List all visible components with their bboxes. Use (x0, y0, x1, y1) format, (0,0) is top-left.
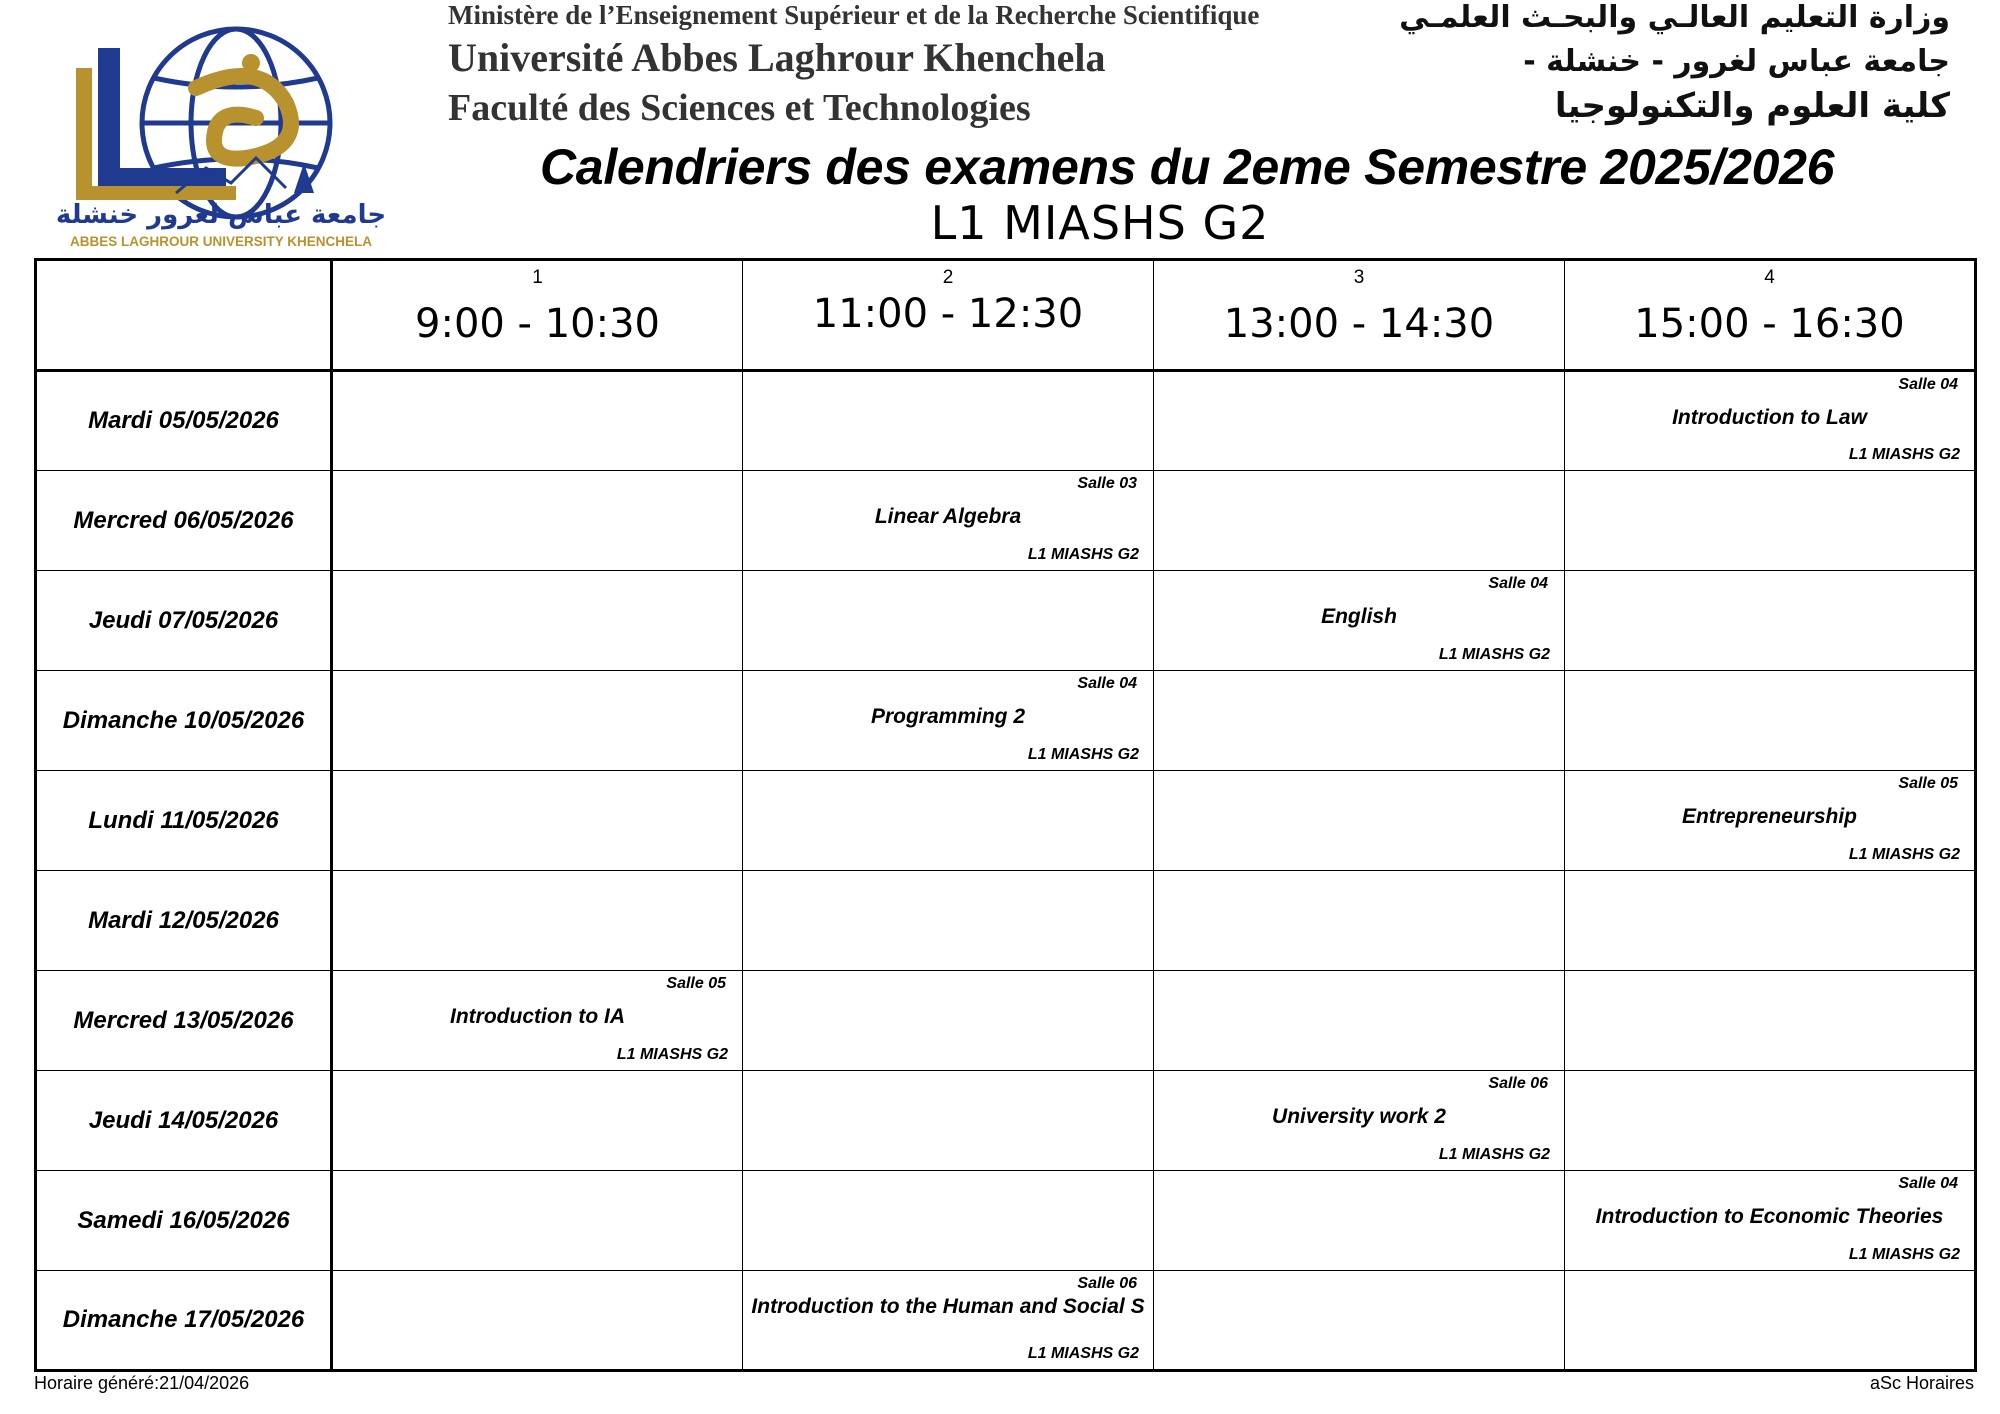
period-time: 13:00 - 14:30 (1223, 301, 1495, 347)
exam-slot (1154, 1071, 1565, 1171)
empty-slot (1154, 471, 1565, 571)
period-header (1565, 260, 1976, 371)
period-header (743, 260, 1154, 371)
exam-subject: Entrepreneurship (1681, 805, 1858, 828)
exam-room: Salle 05 (666, 975, 726, 992)
empty-slot (1565, 971, 1976, 1071)
period-header-row (36, 260, 1976, 371)
period-number: 3 (1353, 267, 1365, 288)
schedule-row (36, 1071, 1976, 1171)
exam-room: Salle 06 (1077, 1275, 1137, 1292)
software-credit: aSc Horaires (1869, 1373, 1974, 1393)
exam-room: Salle 04 (1077, 675, 1137, 692)
exam-group: L1 MIASHS G2 (1848, 846, 1960, 863)
empty-slot (1154, 671, 1565, 771)
schedule-row (36, 1271, 1976, 1371)
day-label: Mardi 05/05/2026 (36, 371, 332, 471)
exam-schedule-table (34, 258, 1977, 1372)
exam-entry (333, 971, 742, 1070)
exam-subject: Introduction to IA (450, 1005, 625, 1028)
period-number: 2 (942, 267, 954, 288)
exam-subject: Linear Algebra (874, 505, 1022, 528)
empty-slot (1154, 871, 1565, 971)
empty-slot (332, 771, 743, 871)
empty-slot (743, 371, 1154, 471)
exam-group: L1 MIASHS G2 (1848, 446, 1960, 463)
schedule-row (36, 471, 1976, 571)
day-label: Jeudi 07/05/2026 (36, 571, 332, 671)
exam-subject: Introduction to the Human and Social S (751, 1295, 1145, 1318)
empty-slot (1565, 471, 1976, 571)
empty-slot (743, 771, 1154, 871)
exam-subject: Introduction to Law (1672, 406, 1867, 429)
page-title: Calendriers des examens du 2eme Semestre 2025/2026 (540, 139, 1835, 195)
schedule-row (36, 671, 1976, 771)
exam-slot (743, 1271, 1154, 1371)
svg-text:جامعة عباس لغرور خنشلة: جامعة عباس لغرور خنشلة (55, 200, 387, 230)
exam-group: L1 MIASHS G2 (1027, 546, 1139, 563)
empty-slot (332, 471, 743, 571)
generated-date: Horaire généré:21/04/2026 (34, 1373, 250, 1393)
exam-slot (743, 471, 1154, 571)
exam-entry (743, 1271, 1153, 1369)
exam-entry (743, 671, 1153, 770)
svg-text:ABBES LAGHROUR UNIVERSITY KHEN: ABBES LAGHROUR UNIVERSITY KHENCHELA (69, 234, 373, 249)
exam-group: L1 MIASHS G2 (616, 1046, 728, 1063)
empty-slot (332, 1071, 743, 1171)
period-number: 1 (532, 267, 543, 288)
empty-slot (743, 1071, 1154, 1171)
exam-entry (743, 471, 1153, 570)
exam-room: Salle 05 (1898, 775, 1958, 792)
day-label: Mercred 13/05/2026 (36, 971, 332, 1071)
empty-slot (1154, 1171, 1565, 1271)
period-time: 15:00 - 16:30 (1634, 301, 1905, 347)
empty-slot (1565, 671, 1976, 771)
exam-room: Salle 03 (1077, 475, 1137, 492)
exam-entry (1565, 771, 1974, 870)
empty-slot (1565, 571, 1976, 671)
exam-slot (1565, 1171, 1976, 1271)
exam-room: Salle 04 (1488, 575, 1548, 592)
empty-slot (743, 571, 1154, 671)
group-subtitle: L1 MIASHS G2 (930, 196, 1270, 250)
exam-entry (1565, 372, 1974, 470)
schedule-row (36, 871, 1976, 971)
schedule-row (36, 571, 1976, 671)
day-label: Dimanche 17/05/2026 (36, 1271, 332, 1371)
exam-group: L1 MIASHS G2 (1027, 1345, 1139, 1362)
schedule-body (36, 371, 1976, 1371)
empty-slot (1565, 1271, 1976, 1371)
day-label: Lundi 11/05/2026 (36, 771, 332, 871)
empty-slot (1154, 1271, 1565, 1371)
period-header (1154, 260, 1565, 371)
empty-slot (332, 1271, 743, 1371)
empty-slot (332, 871, 743, 971)
exam-slot (743, 671, 1154, 771)
corner-cell (36, 260, 332, 371)
exam-room: Salle 06 (1488, 1075, 1548, 1092)
faculty-name-fr: Faculté des Sciences et Technologies (448, 87, 1031, 129)
exam-room: Salle 04 (1898, 376, 1958, 393)
empty-slot (332, 571, 743, 671)
day-label: Jeudi 14/05/2026 (36, 1071, 332, 1171)
empty-slot (332, 671, 743, 771)
exam-entry (1154, 571, 1564, 670)
schedule-row (36, 371, 1976, 471)
exam-entry (1565, 1171, 1974, 1270)
exam-group: L1 MIASHS G2 (1438, 646, 1550, 663)
period-time: 9:00 - 10:30 (415, 301, 660, 347)
exam-group: L1 MIASHS G2 (1438, 1146, 1550, 1163)
empty-slot (743, 1171, 1154, 1271)
empty-slot (1154, 371, 1565, 471)
exam-subject: University work 2 (1272, 1105, 1446, 1128)
ministry-name-ar: وزارة التعليم العالـي والبحـث العلمـي (1399, 0, 1950, 35)
university-name-fr: Université Abbes Laghrour Khenchela (448, 35, 1106, 80)
exam-slot (1565, 771, 1976, 871)
university-name-ar: جامعة عباس لغرور - خنشلة - (1523, 44, 1950, 79)
schedule-row (36, 1171, 1976, 1271)
exam-subject: Introduction to Economic Theories (1595, 1205, 1944, 1228)
exam-subject: Programming 2 (870, 705, 1026, 728)
day-label: Mardi 12/05/2026 (36, 871, 332, 971)
exam-subject: English (1321, 605, 1397, 628)
exam-group: L1 MIASHS G2 (1848, 1246, 1960, 1263)
exam-slot (1154, 571, 1565, 671)
exam-group: L1 MIASHS G2 (1027, 746, 1139, 763)
empty-slot (332, 371, 743, 471)
empty-slot (1565, 871, 1976, 971)
exam-slot (332, 971, 743, 1071)
empty-slot (743, 871, 1154, 971)
day-label: Samedi 16/05/2026 (36, 1171, 332, 1271)
exam-room: Salle 04 (1898, 1175, 1958, 1192)
schedule-row (36, 971, 1976, 1071)
empty-slot (1565, 1071, 1976, 1171)
empty-slot (743, 971, 1154, 1071)
exam-entry (1154, 1071, 1564, 1170)
empty-slot (1154, 971, 1565, 1071)
faculty-name-ar: كلية العلوم والتكنولوجيا (1554, 86, 1950, 126)
day-label: Mercred 06/05/2026 (36, 471, 332, 571)
empty-slot (1154, 771, 1565, 871)
ministry-name-fr: Ministère de l’Enseignement Supérieur et de la Recherche Scientifique (448, 0, 1260, 30)
exam-slot (1565, 371, 1976, 471)
period-time: 11:00 - 12:30 (812, 291, 1084, 337)
period-header (332, 260, 743, 371)
period-number: 4 (1764, 267, 1775, 288)
schedule-row (36, 771, 1976, 871)
day-label: Dimanche 10/05/2026 (36, 671, 332, 771)
empty-slot (332, 1171, 743, 1271)
